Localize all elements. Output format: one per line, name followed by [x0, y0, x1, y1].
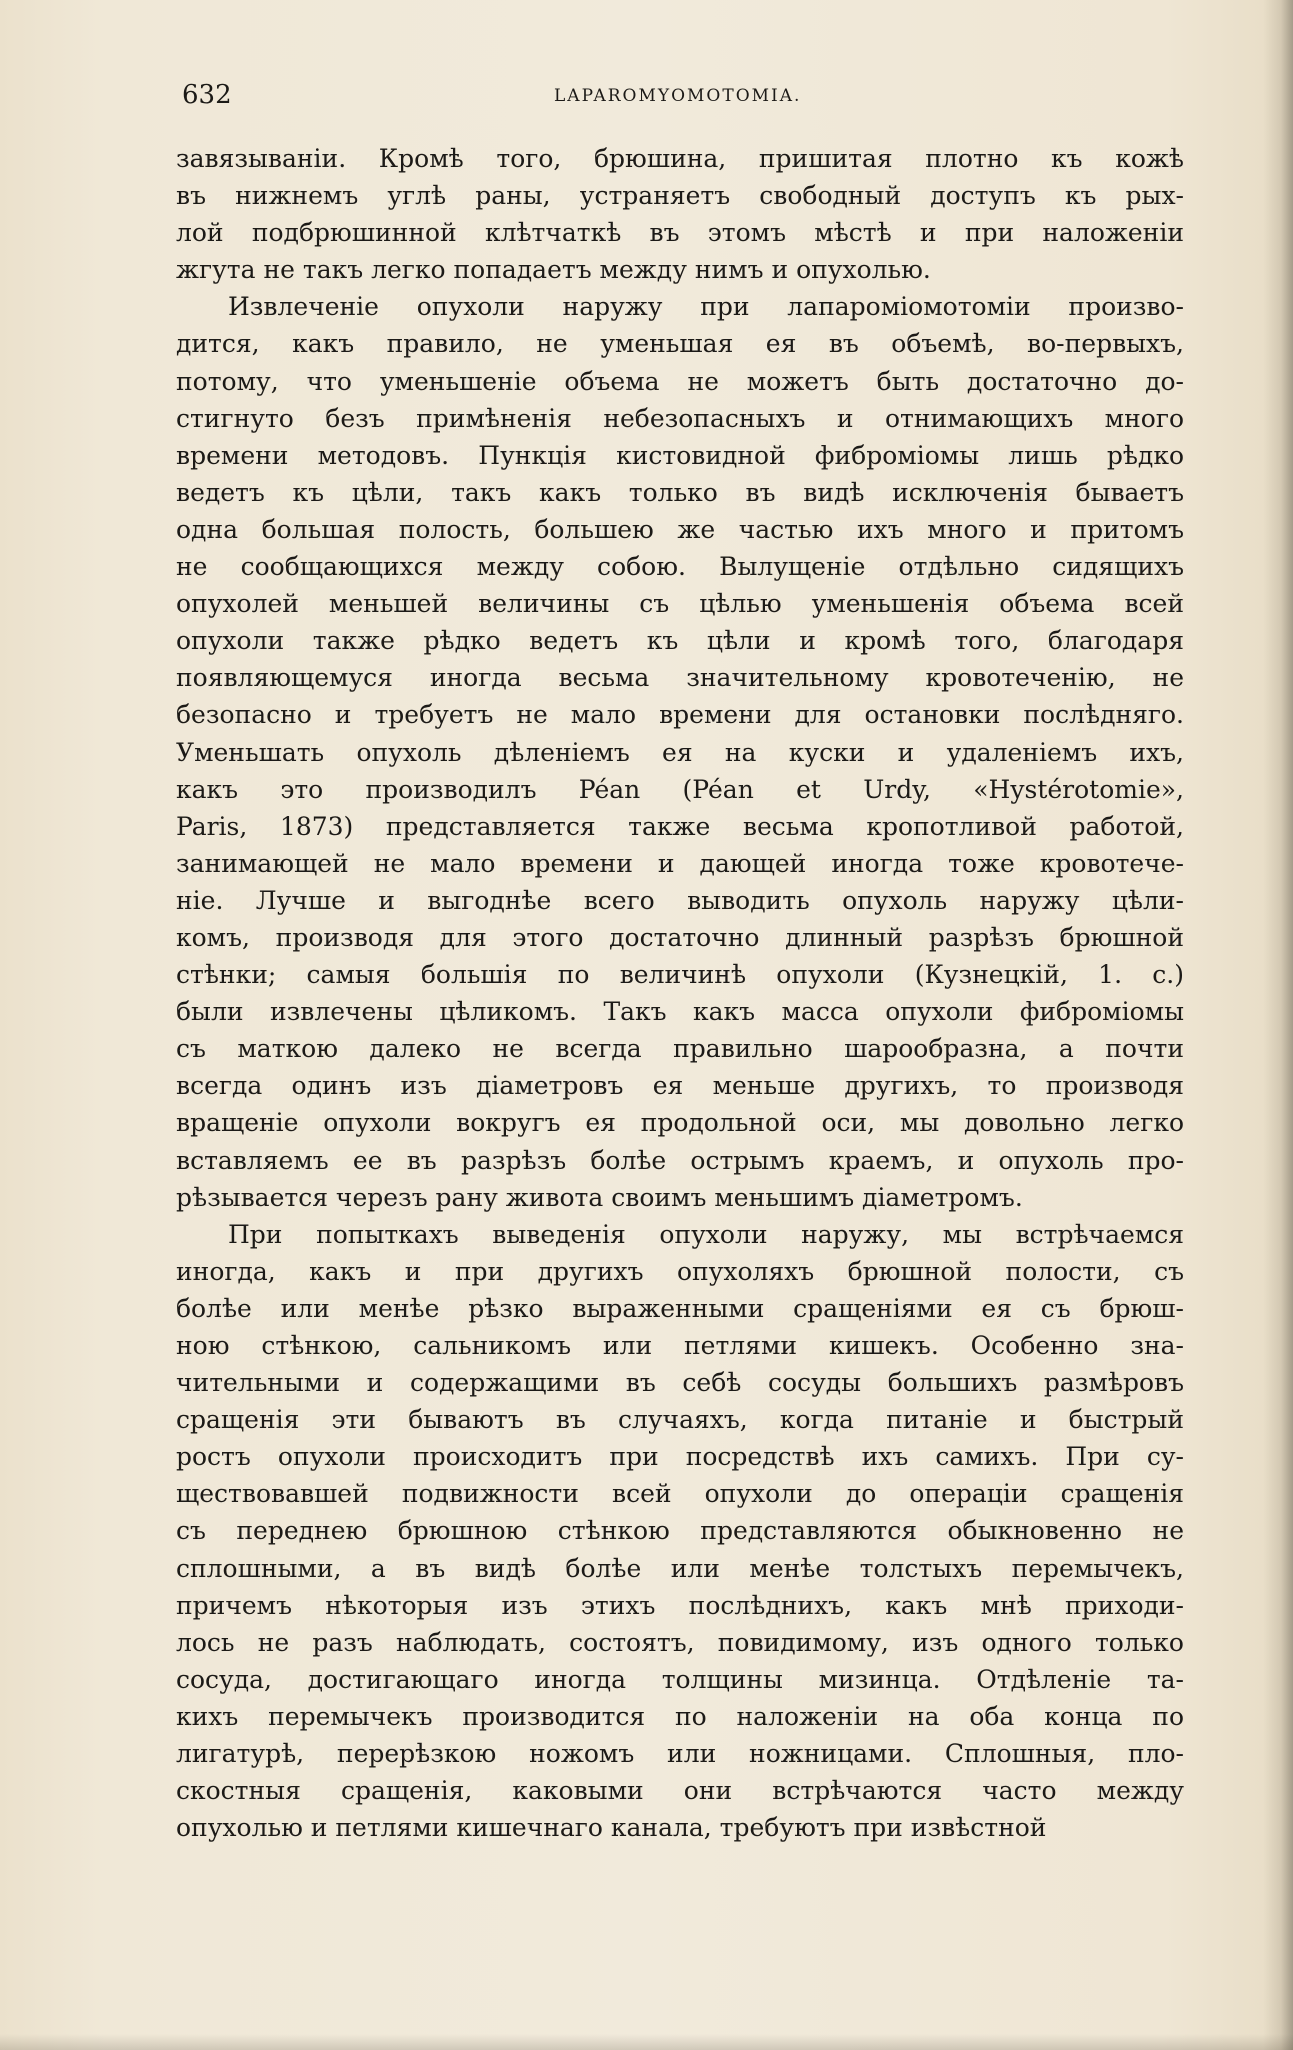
text-line: дится, какъ правило, не уменьшая ея въ объемѣ, во-первыхъ,: [176, 329, 1184, 359]
paragraph: [176, 140, 1184, 288]
text-line: ществовавшей подвижности всей опухоли до операціи сращенія: [176, 1479, 1184, 1509]
text-line: стѣнки; самыя большія по величинѣ опухоли (Кузнецкій, 1. с.): [176, 960, 1184, 990]
text-line: ною стѣнкою, сальникомъ или петлями кишекъ. Особенно зна-: [176, 1331, 1184, 1360]
text-line: были извлечены цѣликомъ. Такъ какъ масса опухоли фиброміомы: [176, 997, 1184, 1027]
paragraph: [176, 288, 1184, 1215]
text-line: иногда, какъ и при другихъ опухоляхъ брюшной полости, съ: [176, 1256, 1184, 1286]
text-line: вращеніе опухоли вокругъ ея продольной оси, мы довольно легко: [176, 1108, 1184, 1138]
text-line: одна большая полость, большею же частью ихъ много и притомъ: [176, 514, 1184, 544]
text-line: ростъ опухоли происходитъ при посредствѣ ихъ самихъ. При су-: [176, 1442, 1184, 1472]
text-line: Извлеченіе опухоли наружу при лапароміомотоміи произво-: [228, 292, 1184, 322]
text-line: появляющемуся иногда весьма значительному кровотеченію, не: [176, 663, 1184, 693]
text-line: съ маткою далеко не всегда правильно шарообразна, а почти: [176, 1034, 1184, 1064]
binding-shadow: [1263, 0, 1293, 2050]
text-line: лигатурѣ, перерѣзкою ножомъ или ножницами. Сплошныя, пло-: [176, 1739, 1184, 1769]
text-line: ніе. Лучше и выгоднѣе всего выводить опухоль наружу цѣли-: [176, 885, 1184, 915]
text-line: лой подбрюшинной клѣтчаткѣ въ этомъ мѣстѣ и при наложеніи: [176, 218, 1184, 248]
text-line: всегда одинъ изъ діаметровъ ея меньше другихъ, то производя: [176, 1071, 1184, 1101]
text-line: опухолей меньшей величины съ цѣлью уменьшенія объема всей: [176, 589, 1184, 619]
text-line: не сообщающихся между собою. Вылущеніе отдѣльно сидящихъ: [176, 552, 1184, 582]
text-line: опухоли также рѣдко ведетъ къ цѣли и кромѣ того, благодаря: [176, 626, 1184, 656]
text-line: стигнуто безъ примѣненія небезопасныхъ и отнимающихъ много: [176, 403, 1184, 433]
text-line: рѣзывается черезъ рану живота своимъ меньшимъ діаметромъ.: [176, 1182, 1023, 1212]
text-line: опухолью и петлями кишечнаго канала, требуютъ при извѣстной: [176, 1813, 1047, 1843]
text-line: лось не разъ наблюдать, состоятъ, повидимому, изъ одного только: [176, 1627, 1184, 1657]
page-edge-shadow: [0, 2034, 1293, 2050]
text-line: безопасно и требуетъ не мало времени для остановки послѣдняго.: [176, 700, 1184, 730]
text-line: въ нижнемъ углѣ раны, устраняетъ свободный доступъ къ рых-: [176, 181, 1184, 211]
text-line: Уменьшать опухоль дѣленіемъ ея на куски и удаленіемъ ихъ,: [176, 737, 1184, 767]
text-line: съ переднею брюшною стѣнкою представляются обыкновенно не: [176, 1516, 1184, 1546]
text-line: скостныя сращенія, каковыми они встрѣчаются часто между: [176, 1776, 1184, 1806]
text-line: чительными и содержащими въ себѣ сосуды большихъ размѣровъ: [176, 1368, 1184, 1398]
text-line: комъ, производя для этого достаточно длинный разрѣзъ брюшной: [176, 922, 1184, 952]
text-line: Paris, 1873) представляется также весьма кропотливой работой,: [176, 811, 1184, 841]
text-line: занимающей не мало времени и дающей иногда тоже кровотече-: [176, 848, 1184, 878]
text-line: причемъ нѣкоторыя изъ этихъ послѣднихъ, какъ мнѣ приходи-: [176, 1590, 1184, 1620]
text-line: жгута не такъ легко попадаетъ между нимъ и опухолью.: [176, 255, 931, 285]
text-line: сращенія эти бываютъ въ случаяхъ, когда питаніе и быстрый: [176, 1405, 1184, 1435]
text-line: потому, что уменьшеніе объема не можетъ быть достаточно до-: [176, 366, 1184, 396]
page-header: [182, 80, 1182, 120]
page-number: 632: [182, 80, 232, 110]
text-line: ведетъ къ цѣли, такъ какъ только въ видѣ исключенія бываетъ: [176, 477, 1184, 507]
text-line: завязываніи. Кромѣ того, брюшина, пришитая плотно къ кожѣ: [176, 144, 1184, 173]
paragraph: [176, 1216, 1184, 1847]
text-line: При попыткахъ выведенія опухоли наружу, мы встрѣчаемся: [228, 1219, 1184, 1249]
text-line: сосуда, достигающаго иногда толщины мизинца. Отдѣленіе та-: [176, 1664, 1184, 1694]
text-line: времени методовъ. Пункція кистовидной фиброміомы лишь рѣдко: [176, 440, 1184, 470]
text-line: болѣе или менѣе рѣзко выраженными сращеніями ея съ брюш-: [176, 1293, 1184, 1323]
text-line: кихъ перемычекъ производится по наложеніи на оба конца по: [176, 1701, 1184, 1731]
body-text: [176, 140, 1184, 1846]
text-line: вставляемъ ее въ разрѣзъ болѣе острымъ краемъ, и опухоль про-: [176, 1145, 1184, 1175]
text-line: какъ это производилъ Péan (Péan et Urdy, «Hystérotomie»,: [176, 774, 1184, 804]
running-title: LAPAROMYOMOTOMIA.: [554, 86, 802, 106]
text-line: сплошными, а въ видѣ болѣе или менѣе толстыхъ перемычекъ,: [176, 1553, 1184, 1583]
